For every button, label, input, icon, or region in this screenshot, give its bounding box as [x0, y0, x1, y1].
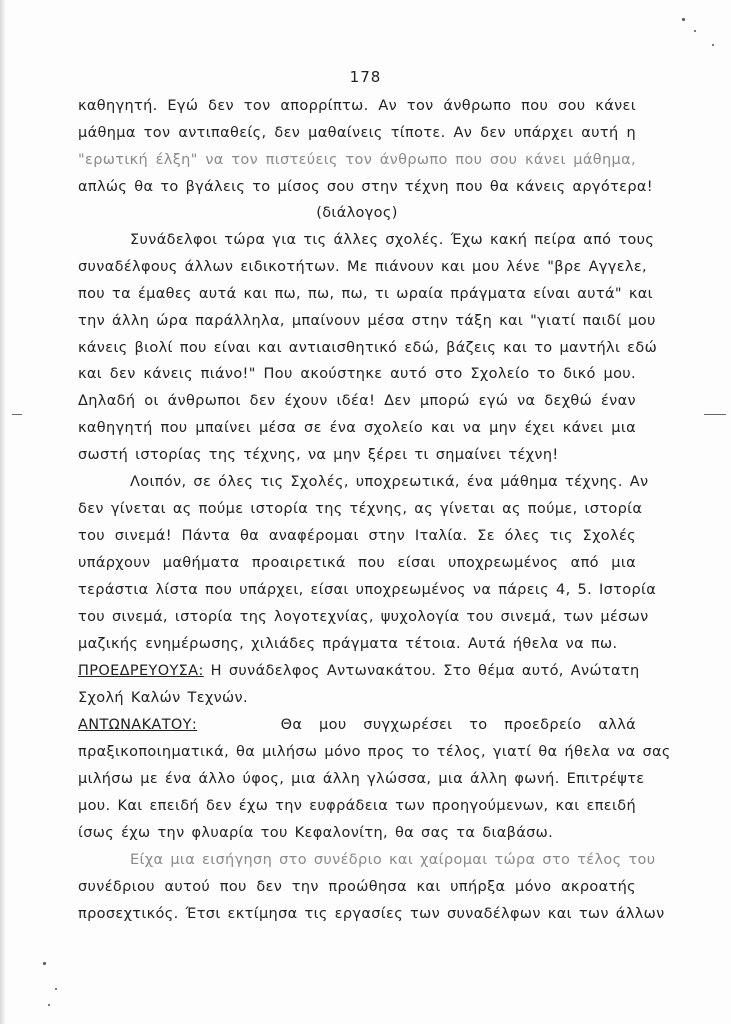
text-line: Δηλαδή οι άνθρωποι δεν έχουν ιδέα! Δεν μπορώ εγώ να δεχθώ έναν	[78, 393, 636, 409]
text-line: μου. Και επειδή δεν έχω την ευφράδεια των προηγούμενων, και επειδή	[78, 798, 636, 814]
text-line: καθηγητή. Εγώ δεν τον απορρίπτω. Αν τον άνθρωπο που σου κάνει	[78, 98, 636, 114]
text-line: "ερωτική έλξη" να τον πιστεύεις τον άνθρωπο που σου κάνει μάθημα,	[78, 152, 636, 168]
text-line: δεν γίνεται ας πούμε ιστορία της τέχνης, ας γίνεται ας πούμε, ιστορία	[78, 501, 643, 517]
margin-mark	[704, 414, 726, 415]
speaker-label-president: ΠΡΟΕΔΡΕΥΟΥΣΑ:	[78, 663, 204, 679]
text-line: ίσως έχω την φλυαρία του Κεφαλονίτη, θα σας τα διαβάσω.	[78, 825, 554, 841]
text-line: σωστή ιστορίας της τέχνης, να μην ξέρει τι σημαίνει τέχνη!	[78, 447, 559, 463]
text-line: Συνάδελφοι τώρα για τις άλλες σχολές. Έχω κακή πείρα από τους	[130, 232, 655, 248]
scan-speck	[55, 988, 57, 990]
text-line: και δεν κάνεις πιάνο!" Που ακούστηκε αυτό στο Σχολείο το δικό μου.	[78, 366, 636, 382]
scan-speck	[48, 1004, 50, 1006]
text-line: που τα έμαθες αυτά και πω, πω, πω, τι ωραία πράγματα είναι αυτά" και	[78, 286, 653, 302]
text-line: μάθημα τον αντιπαθείς, δεν μαθαίνεις τίποτε. Αν δεν υπάρχει αυτή η	[78, 125, 636, 141]
scan-speck	[43, 962, 46, 965]
scan-edge-shadow	[0, 0, 6, 1024]
scan-speck	[682, 18, 685, 21]
text-line: κάνεις βιολί που είναι και αντιαισθητικό εδώ, βάζεις και το μαντήλι εδώ	[78, 340, 658, 356]
text-line: συνέδριου αυτού που δεν την προώθησα και υπήρξα μόνο ακροατής	[78, 879, 636, 895]
text-line: του σινεμά! Πάντα θα αναφέρομαι στην Ιταλία. Σε όλες τις Σχολές	[78, 528, 636, 544]
text-line: μαζικής ενημέρωσης, χιλιάδες πράγματα τέτοια. Αυτά ήθελα να πω.	[78, 636, 618, 652]
speaker-line	[78, 715, 636, 735]
text-line: προσεχτικός. Έτσι εκτίμησα τις εργασίες των συναδέλφων και των άλλων	[78, 906, 665, 922]
text-line: απλώς θα το βγάλεις το μίσος σου στην τέχνη που θα κάνεις αργότερα!	[78, 179, 653, 195]
speaker-text: Θα μου συγχωρέσει το προεδρείο αλλά	[280, 717, 637, 733]
speaker-label-antonakatou: ΑΝΤΩΝΑΚΑΤΟΥ:	[78, 717, 198, 733]
text-line: Είχα μια εισήγηση στο συνέδριο και χαίρομαι τώρα στο τέλος του	[130, 852, 656, 868]
text-line: Σχολή Καλών Τεχνών.	[78, 690, 248, 706]
speaker-line	[78, 661, 640, 681]
text-line: τεράστια λίστα που υπάρχει, είσαι υποχρεωμένος να πάρεις 4, 5. Ιστορία	[78, 582, 657, 598]
speaker-text: Η συνάδελφος Αντωνακάτου. Στο θέμα αυτό, Ανώτατη	[210, 663, 640, 679]
scan-speck	[712, 44, 714, 46]
text-line: του σινεμά, ιστορία της λογοτεχνίας, ψυχολογία του σινεμά, των μέσων	[78, 609, 649, 625]
text-line: Λοιπόν, σε όλες τις Σχολές, υποχρεωτικά, ένα μάθημα τέχνης. Αν	[130, 474, 649, 490]
stage-direction: (διάλογος)	[316, 205, 398, 221]
scan-speck	[694, 30, 696, 32]
text-line: μιλήσω με ένα άλλο ύφος, μια άλλη γλώσσα, μια άλλη φωνή. Επιτρέψτε	[78, 771, 645, 787]
text-line: την άλλη ώρα παράλληλα, μπαίνουν μέσα στην τάξη και "γιατί παιδί μου	[78, 313, 656, 329]
text-line: υπάρχουν μαθήματα προαιρετικά που είσαι υποχρεωμένος από μια	[78, 555, 636, 571]
page-number: 178	[349, 68, 382, 86]
margin-mark	[12, 414, 22, 415]
text-line: καθηγητή που μπαίνει μέσα σε ένα σχολείο και να μην έχει κάνει μια	[78, 420, 636, 436]
text-line: συναδέλφους άλλων ειδικοτήτων. Με πιάνουν και μου λένε "βρε Αγγελε,	[78, 259, 647, 275]
text-line: πραξικοποιηματικά, θα μιλήσω μόνο προς το τέλος, γιατί θα ήθελα να σας	[78, 744, 671, 760]
